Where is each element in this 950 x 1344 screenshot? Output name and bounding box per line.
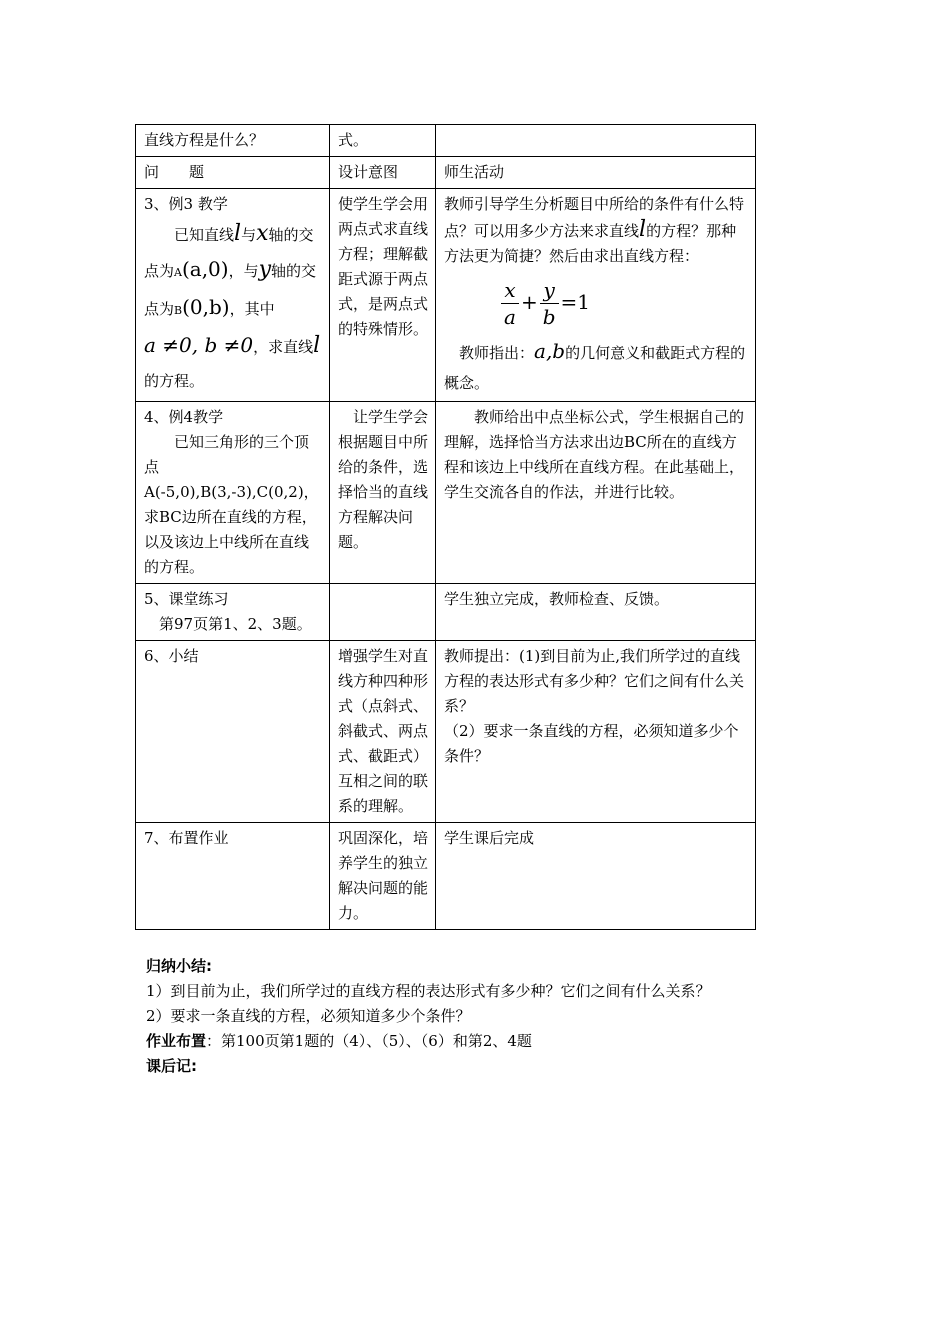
table-row (136, 823, 756, 930)
problem-cell: 6、小结 (136, 641, 330, 823)
summary-line: 1）到目前为止，我们所学过的直线方程的表达形式有多少种？它们之间有什么关系？ (146, 982, 711, 1000)
intent-cell (330, 584, 436, 641)
intent-cell: 式。 (330, 125, 436, 157)
summary-line: 2）要求一条直线的方程，必须知道多少个条件？ (146, 1007, 471, 1025)
table-row (136, 402, 756, 584)
activity-cell: 学生课后完成 (436, 823, 756, 930)
intent-cell: 让学生学会根据题目中所给的条件，选择恰当的直线方程解决问题。 (330, 402, 436, 584)
problem-cell: 4、例4教学 已知三角形的三个顶点A(-5,0),B(3,-3),C(0,2)，求BC边所在直线的方程，以及该边上中线所在直线的方程。 (136, 402, 330, 584)
table-row (136, 189, 756, 402)
problem-cell: 直线方程是什么？ (136, 125, 330, 157)
table-header-row (136, 157, 756, 189)
problem-cell (136, 189, 330, 402)
intent-cell: 使学生学会用两点式求直线方程；理解截距式源于两点式，是两点式的特殊情形。 (330, 189, 436, 402)
table-row (136, 125, 756, 157)
lesson-table (135, 124, 756, 930)
summary-section (146, 954, 866, 1079)
activity-cell: 教师给出中点坐标公式，学生根据自己的理解，选择恰当方法求出边BC所在的直线方程和该边上中线所在直线方程。在此基础上，学生交流各自的作法，并进行比较。 (436, 402, 756, 584)
header-activity: 师生活动 (436, 157, 756, 189)
header-problem: 问 题 (136, 157, 330, 189)
afterword-heading: 课后记: (146, 1057, 197, 1075)
activity-cell (436, 125, 756, 157)
homework-line: 作业布置：第100页第1题的（4）、（5）、（6）和第2、4题 (146, 1032, 532, 1050)
activity-cell: 教师引导学生分析题目中所给的条件有什么特点？可以用多少方法来求直线l的方程？那种方法更为简捷？然后由求出直线方程： $\frac{x}{a}$ + $\frac{y}{b}$ =1 教师指出：a,b的几何意义和截距式方程的概念。 (436, 189, 756, 402)
table-row (136, 584, 756, 641)
problem-cell: 7、布置作业 (136, 823, 330, 930)
example-title: 3、例3 教学 (144, 195, 228, 213)
activity-cell: 教师提出：(1)到目前为止,我们所学过的直线方程的表达形式有多少种？它们之间有什么关系？ （2）要求一条直线的方程，必须知道多少个条件？ (436, 641, 756, 823)
intent-cell: 巩固深化，培养学生的独立解决问题的能力。 (330, 823, 436, 930)
header-intent: 设计意图 (330, 157, 436, 189)
intercept-formula: $\frac{x}{a}$ + $\frac{y}{b}$ =1 (499, 277, 748, 330)
example-body: 已知直线l与x轴的交点为A(a,0)，与y轴的交点为B(0,b)，其中 a ≠0, b ≠0，求直线l 的方程。 (144, 221, 321, 390)
intent-cell: 增强学生对直线方种四种形式（点斜式、斜截式、两点式、截距式）互相之间的联系的理解。 (330, 641, 436, 823)
activity-cell: 学生独立完成，教师检查、反馈。 (436, 584, 756, 641)
table-row (136, 641, 756, 823)
summary-heading: 归纳小结: (146, 957, 212, 975)
problem-cell: 5、课堂练习 第97页第1、2、3题。 (136, 584, 330, 641)
